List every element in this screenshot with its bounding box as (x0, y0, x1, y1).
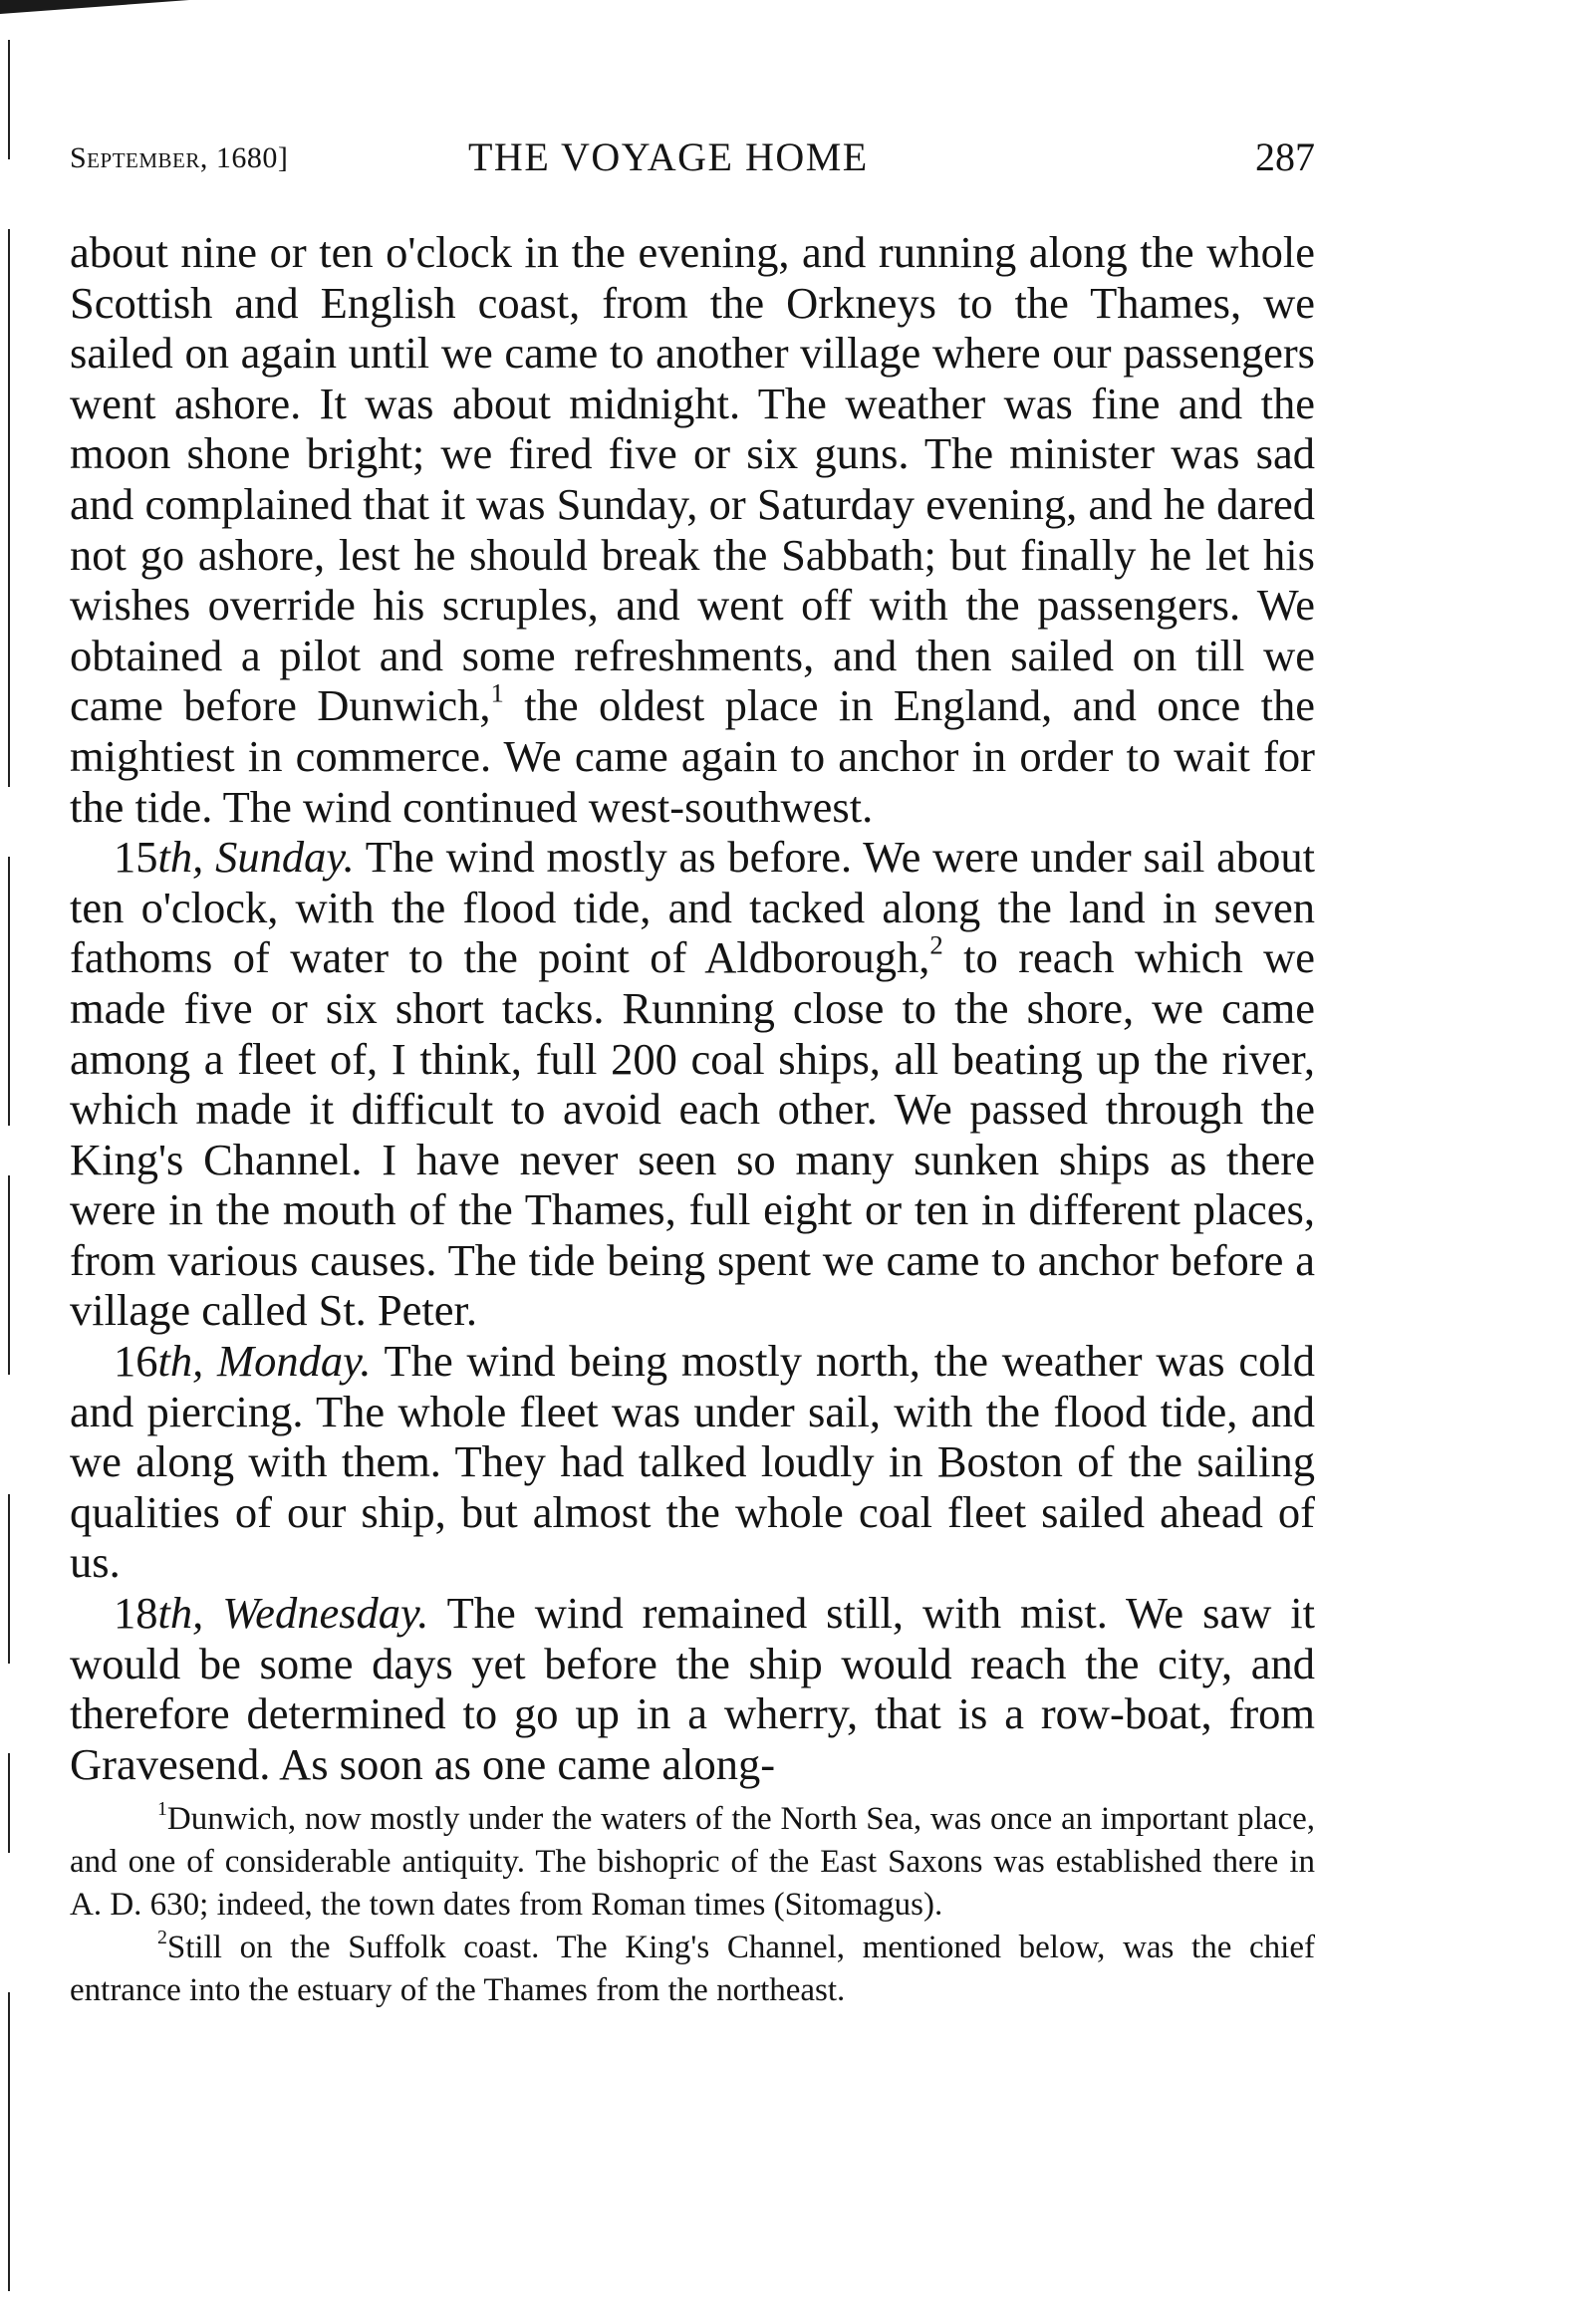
paragraph-entry (70, 1588, 1315, 1789)
paragraph-text: to reach which we made five or six short tacks. Running close to the shore, we came among a fleet of, I think, full 200 coal ships, all beating up the river, which made it difficult to avoid each other. We passed through the King's Channel. I have never seen so many sunken ships as there were in the mouth of the Thames, full eight or ten in different places, from various causes. The tide being spent we came to anchor before a village called St. Peter. (70, 932, 1315, 1336)
footnote-text: Dunwich, now mostly under the waters of the North Sea, was once an important place, and one of considerable antiquity. The bishopric of the East Saxons was established there in A. D. 630; indeed, the town dates from Roman times (Sitomagus). (70, 1801, 1315, 1923)
entry-date-suffix: th, (157, 1588, 204, 1639)
footnote-mark: 1 (157, 1798, 167, 1821)
page-number: 287 (1255, 134, 1315, 179)
entry-date (114, 1336, 372, 1386)
entry-date-weekday: Wednesday. (222, 1588, 429, 1639)
scan-edge-line (8, 1753, 10, 1853)
paragraph-entry (70, 1336, 1315, 1588)
paragraph-text: The wind remained still, with mist. We saw it would be some days yet before the ship would reach the city, and therefore determined to go up in a wherry, that is a row-boat, from Gravesend. As soon as one came along- (70, 1588, 1315, 1789)
scan-edge-line (8, 857, 10, 1126)
scan-edge-line (8, 1175, 10, 1375)
paragraph-text: about nine or ten o'clock in the evening, and running along the whole Scottish and English coast, from the Orkneys to the Thames, we sailed on again until we came to another village where our passengers went ashore. It was about midnight. The weather was fine and the moon shone bright; we fired five or six guns. The minister was sad and complained that it was Sunday, or Saturday evening, and he dared not go ashore, lest he should break the Sabbath; but finally he let his wishes override his scruples, and went off with the passengers. We obtained a pilot and some refreshments, and then sailed on till we came before Dunwich, (70, 227, 1315, 731)
scan-edge-line (8, 229, 10, 787)
paragraph-entry (70, 832, 1315, 1336)
entry-date-weekday: Sunday. (215, 832, 355, 883)
entry-date (114, 832, 355, 882)
footnote-ref: 2 (929, 929, 943, 960)
entry-date-suffix: th, (157, 832, 204, 883)
footnote-mark: 2 (157, 1927, 167, 1949)
entry-date-number: 18 (114, 1588, 158, 1639)
entry-date-weekday: Monday. (217, 1336, 372, 1387)
body-text (70, 227, 1315, 1789)
running-head-title: THE VOYAGE HOME (468, 134, 869, 179)
scan-edge-line (8, 1494, 10, 1664)
running-head-date: September, 1680] (70, 141, 289, 174)
footnote-text: Still on the Suffolk coast. The King's Channel, mentioned below, was the chief entrance into the estuary of the Thames from the northeast. (70, 1930, 1315, 2008)
running-head (70, 129, 1315, 189)
entry-date-number: 16 (114, 1336, 158, 1387)
scan-edge-line (8, 40, 10, 159)
footnote-ref: 1 (490, 677, 504, 708)
entry-date (114, 1588, 428, 1638)
footnote (70, 1798, 1315, 1927)
scan-edge-line (8, 1992, 10, 2291)
paragraph-text: the oldest place in England, and once the mightiest in commerce. We came again to anchor in order to wait for the tide. The wind continued west-southwest. (70, 680, 1315, 832)
paragraph-text: The wind being mostly north, the weather was cold and piercing. The whole fleet was under sail, with the flood tide, and we along with them. They had talked loudly in Boston of the sailing qualities of our ship, but almost the whole coal fleet sailed ahead of us. (70, 1336, 1316, 1588)
paragraph-continuation (70, 227, 1315, 832)
paragraph-text: The wind mostly as before. We were under sail about ten o'clock, with the flood tide, and tacked along the land in seven fathoms of water to the point of Aldborough, (70, 832, 1315, 983)
scan-edge-artifact (0, 0, 189, 14)
entry-date-suffix: th, (157, 1336, 204, 1387)
entry-date-number: 15 (114, 832, 158, 883)
footnotes (70, 1798, 1315, 2012)
footnote (70, 1927, 1315, 2012)
